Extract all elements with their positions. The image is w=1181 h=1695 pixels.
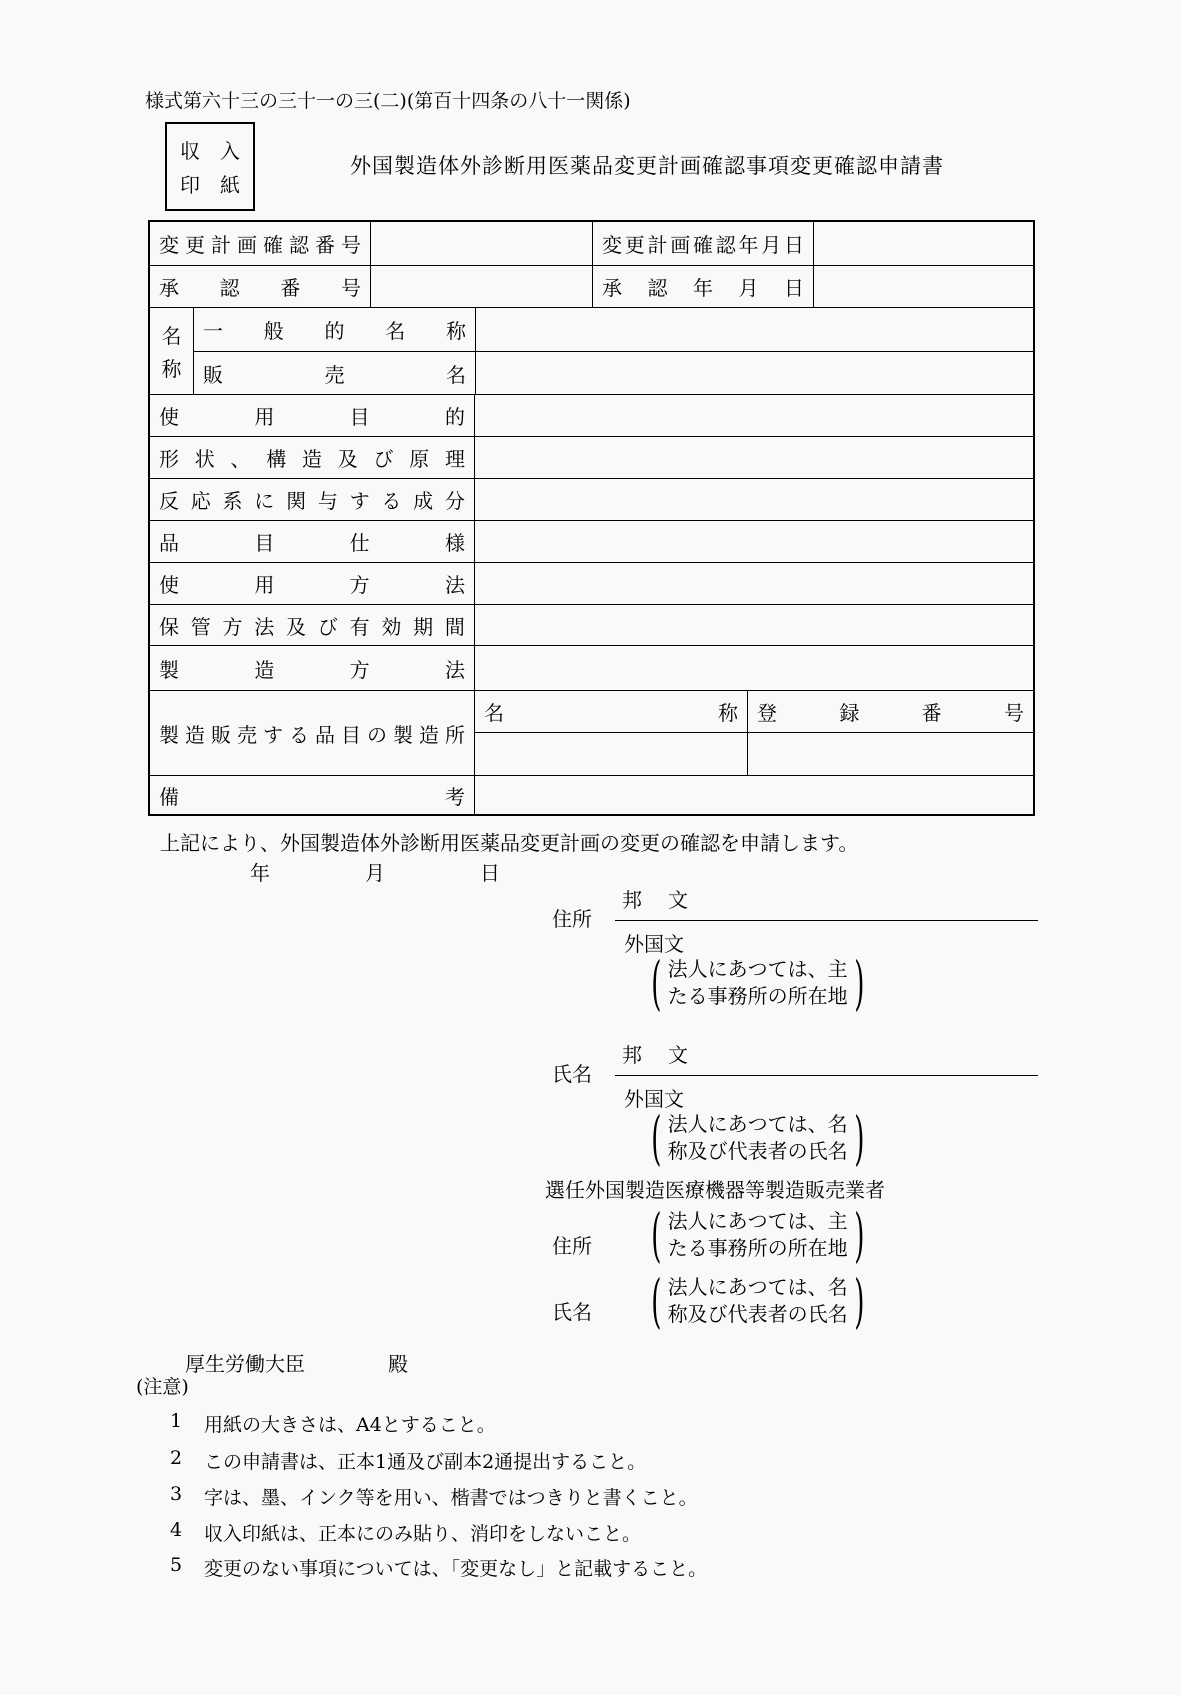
page-title: 外国製造体外診断用医薬品変更計画確認事項変更確認申請書 <box>350 154 944 178</box>
value-approval-date <box>813 266 1033 307</box>
value-manufacturing-method <box>474 646 1033 690</box>
table-row-reaction-components <box>150 478 1033 520</box>
applicant-name-japanese-label: 邦 文 <box>622 1043 688 1067</box>
table-row-manufacturing-method <box>150 645 1033 690</box>
date-month-label: 月 <box>365 861 385 885</box>
value-brand-name <box>475 352 1033 395</box>
label-shape-structure: 形 状 、 構 造 及 び 原 理 <box>159 447 465 471</box>
table-row-approval <box>150 265 1033 307</box>
table-row-plan-confirmation <box>150 222 1033 265</box>
applicant-address-foreign-label: 外国文 <box>624 932 684 956</box>
close-paren-glyph: ) <box>853 1201 865 1269</box>
date-day-label: 日 <box>480 861 500 885</box>
value-plan-confirmation-number <box>370 222 592 265</box>
applicant-address-note <box>645 949 870 1017</box>
stamp-line-1: 収 入 <box>180 138 240 163</box>
declaration-text: 上記により、外国製造体外診断用医薬品変更計画の変更の確認を申請します。 <box>160 831 859 855</box>
value-storage-shelf-life <box>474 605 1033 645</box>
applicant-address-japanese-label: 邦 文 <box>622 888 688 912</box>
label-intended-use: 使 用 目 的 <box>159 405 465 429</box>
agent-name-label: 氏名 <box>552 1300 592 1324</box>
agent-name-note <box>645 1267 870 1335</box>
label-usage-method: 使 用 方 法 <box>159 573 465 597</box>
value-reaction-components <box>474 479 1033 520</box>
agent-address-note-line2: たる事務所の所在地 <box>667 1236 848 1260</box>
date-year-label: 年 <box>250 861 270 885</box>
applicant-name-note-line1: 法人にあつては、名 <box>667 1112 848 1136</box>
open-paren-glyph: ( <box>651 1267 662 1335</box>
note-number: 4 <box>170 1519 183 1541</box>
value-plan-confirmation-date <box>813 222 1033 265</box>
close-paren-glyph: ) <box>853 1104 865 1172</box>
addressee-minister: 厚生労働大臣 <box>185 1352 305 1376</box>
addressee-honorific: 殿 <box>388 1352 408 1376</box>
note-number: 1 <box>170 1410 183 1432</box>
value-item-specs <box>474 521 1033 562</box>
agent-section-heading: 選任外国製造医療機器等製造販売業者 <box>545 1178 885 1202</box>
note-text: 用紙の大きさは、A4とすること。 <box>204 1414 496 1436</box>
note-number: 5 <box>170 1554 183 1576</box>
label-manufacturing-site: 製 造 販 売 す る 品 目 の 製 造 所 <box>159 722 465 747</box>
value-intended-use <box>474 395 1033 436</box>
table-row-item-specs <box>150 520 1033 562</box>
label-item-specs: 品 目 仕 様 <box>159 531 465 555</box>
value-shape-structure <box>474 437 1033 478</box>
table-row-generic-name <box>194 308 1033 351</box>
table-row-intended-use <box>150 394 1033 436</box>
table-row-brand-name <box>194 351 1033 395</box>
value-approval-number <box>370 266 592 307</box>
stamp-line-2: 印 紙 <box>180 173 240 198</box>
table-row-name-group <box>150 307 1033 394</box>
label-plan-confirmation-number: 変 更 計 画 確 認 番 号 <box>159 233 361 257</box>
applicant-address-note-line2: たる事務所の所在地 <box>667 984 848 1008</box>
value-usage-method <box>474 563 1033 604</box>
applicant-address-writing-line <box>615 920 1038 921</box>
note-number: 3 <box>170 1483 183 1505</box>
label-approval-number: 承 認 番 号 <box>159 276 361 300</box>
table-row-remarks <box>150 775 1033 814</box>
manufacturing-site-value-row <box>475 732 1033 776</box>
agent-name-note-line2: 称及び代表者の氏名 <box>667 1302 848 1326</box>
value-remarks <box>474 776 1033 814</box>
agent-address-note-line1: 法人にあつては、主 <box>667 1209 848 1233</box>
note-text: 変更のない事項については、「変更なし」と記載すること。 <box>204 1558 708 1580</box>
note-text: 収入印紙は、正本にのみ貼り、消印をしないこと。 <box>204 1523 642 1545</box>
form-number: 様式第六十三の三十一の三(二)(第百十四条の八十一関係) <box>145 90 631 112</box>
applicant-address-note-line1: 法人にあつては、主 <box>667 957 848 981</box>
applicant-name-label: 氏名 <box>552 1062 592 1086</box>
applicant-name-note-line2: 称及び代表者の氏名 <box>667 1139 848 1163</box>
open-paren-glyph: ( <box>651 1104 662 1172</box>
table-row-storage-shelf-life <box>150 604 1033 645</box>
revenue-stamp-box <box>165 122 255 211</box>
notes-heading: (注意) <box>136 1376 189 1398</box>
open-paren-glyph: ( <box>651 1201 662 1269</box>
note-number: 2 <box>170 1447 183 1469</box>
value-generic-name <box>475 308 1033 351</box>
table-row-shape-structure <box>150 436 1033 478</box>
applicant-name-writing-line <box>615 1075 1038 1076</box>
label-name-group: 名 称 <box>161 324 182 381</box>
manufacturing-site-header-row <box>475 691 1033 732</box>
label-manufacturing-method: 製 造 方 法 <box>159 657 465 682</box>
label-reaction-components: 反 応 系 に 関 与 す る 成 分 <box>159 489 465 513</box>
header-site-name: 名 称 <box>484 701 738 725</box>
table-row-manufacturing-site <box>150 690 1033 775</box>
agent-address-label: 住所 <box>552 1234 592 1258</box>
label-remarks: 備 考 <box>159 784 465 809</box>
agent-name-note-line1: 法人にあつては、名 <box>667 1275 848 1299</box>
note-text: 字は、墨、インク等を用い、楷書ではつきりと書くこと。 <box>204 1487 698 1509</box>
applicant-name-note <box>645 1104 870 1172</box>
label-plan-confirmation-date: 変 更 計 画 確 認 年 月 日 <box>592 222 813 265</box>
label-brand-name: 販 売 名 <box>203 363 466 387</box>
label-storage-shelf-life: 保 管 方 法 及 び 有 効 期 間 <box>159 614 465 639</box>
applicant-address-label: 住所 <box>552 907 592 931</box>
label-generic-name: 一 般 的 名 称 <box>203 319 466 343</box>
label-approval-date: 承 認 年 月 日 <box>592 266 813 307</box>
close-paren-glyph: ) <box>853 1267 865 1335</box>
applicant-name-foreign-label: 外国文 <box>624 1087 684 1111</box>
note-text: この申請書は、正本1通及び副本2通提出すること。 <box>204 1451 647 1473</box>
application-table <box>148 220 1035 816</box>
value-registration-number <box>747 733 1033 776</box>
value-site-name <box>475 733 747 776</box>
table-row-usage-method <box>150 562 1033 604</box>
agent-address-note <box>645 1201 870 1269</box>
open-paren-glyph: ( <box>651 949 662 1017</box>
close-paren-glyph: ) <box>853 949 865 1017</box>
header-registration-number: 登 録 番 号 <box>747 691 1033 732</box>
